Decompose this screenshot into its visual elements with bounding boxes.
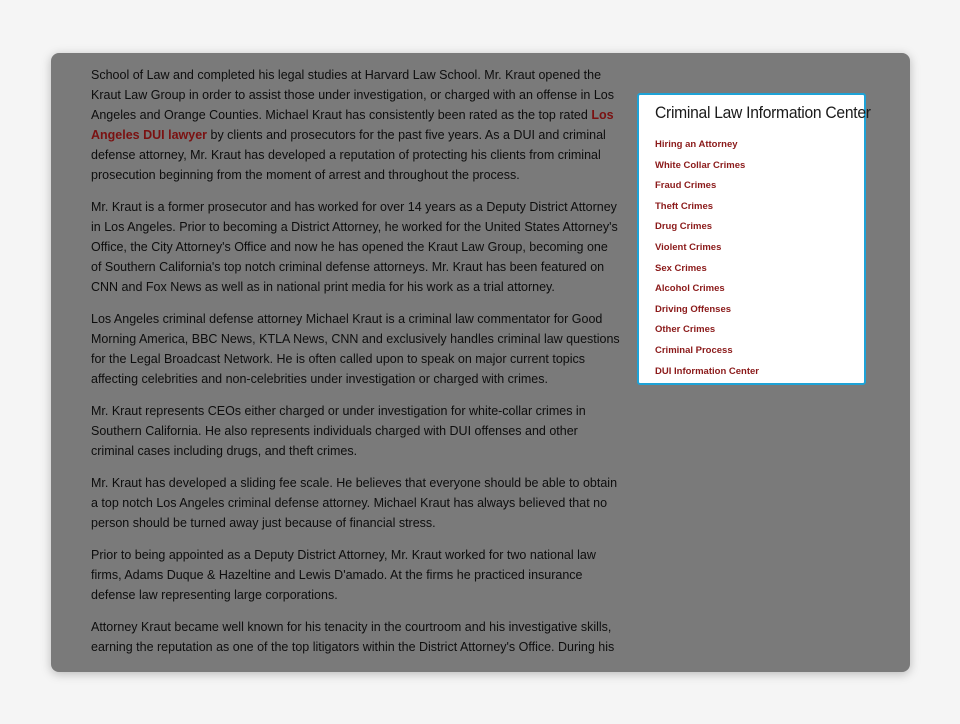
article-body: [91, 65, 621, 669]
paragraph-4: Mr. Kraut represents CEOs either charged or under investigation for white-collar crimes in Southern California. He also represents individuals charged with DUI offenses and other criminal cases including drugs, and theft crimes.: [91, 404, 586, 458]
white-collar-crimes-link[interactable]: White Collar Crimes: [655, 159, 746, 171]
paragraph-6: Prior to being appointed as a Deputy District Attorney, Mr. Kraut worked for two national law firms, Adams Duque & Hazeltine and Lewis D'amado. At the firms he practiced insurance defense law representing large corporations.: [91, 548, 596, 602]
sidebar-item-hiring-an-attorney: [655, 133, 848, 154]
drug-crimes-link[interactable]: Drug Crimes: [655, 221, 713, 233]
criminal-law-info-sidebar: [637, 93, 871, 385]
hiring-an-attorney-link[interactable]: Hiring an Attorney: [655, 139, 738, 150]
paragraph-1-text-after: by clients and prosecutors for the past five years. As a DUI and criminal defense attorney, Mr. Kraut has developed a reputation of protecting his clients from criminal prosecution beginning from the moment of arrest and throughout the process.: [91, 128, 606, 182]
paragraph-7: Attorney Kraut became well known for his tenacity in the courtroom and his investigative skills, earning the reputation as one of the top litigators within the District Attorney's Office. During his: [91, 620, 615, 654]
page-window: [51, 53, 910, 672]
sidebar-item-sex-crimes: [655, 257, 848, 278]
sidebar-item-theft-crimes: [655, 195, 848, 216]
sidebar-item-dui-information-center: [655, 360, 848, 381]
paragraph-3: Los Angeles criminal defense attorney Michael Kraut is a criminal law commentator for Good Morning America, BBC News, KTLA News, CNN and exclusively handles criminal law questions for the Legal Broadcast Network. He is often called upon to speak on major current topics affecting celebrities and non-celebrities under investigation or charged with crimes.: [91, 312, 620, 386]
sidebar-item-fraud-crimes: [655, 174, 848, 195]
sidebar-item-criminal-process: [655, 339, 848, 360]
paragraph-1-text-before: School of Law and completed his legal studies at Harvard Law School. Mr. Kraut opened the Kraut Law Group in order to assist those under investigation, or charged with an offense in Los Angeles and Orange Counties. Michael Kraut has consistently been rated as the top rated: [91, 68, 614, 122]
los-angeles-dui-lawyer-link[interactable]: Los Angeles DUI lawyer: [91, 108, 614, 142]
sex-crimes-link[interactable]: Sex Crimes: [655, 262, 707, 274]
alcohol-crimes-link[interactable]: Alcohol Crimes: [655, 283, 725, 295]
sidebar-item-driving-offenses: [655, 298, 848, 319]
fraud-crimes-link[interactable]: Fraud Crimes: [655, 180, 717, 192]
violent-crimes-link[interactable]: Violent Crimes: [655, 241, 722, 253]
dui-information-center-link[interactable]: DUI Information Center: [655, 365, 759, 377]
criminal-process-link[interactable]: Criminal Process: [655, 344, 733, 356]
sidebar-item-white-collar-crimes: [655, 154, 848, 175]
sidebar-item-other-crimes: [655, 318, 848, 339]
sidebar-title: Criminal Law Information Center: [655, 103, 871, 122]
sidebar-link-list: [655, 133, 848, 380]
other-crimes-link[interactable]: Other Crimes: [655, 324, 716, 336]
driving-offenses-link[interactable]: Driving Offenses: [655, 303, 732, 315]
sidebar-item-drug-crimes: [655, 215, 848, 236]
sidebar-item-violent-crimes: [655, 236, 848, 257]
paragraph-5: Mr. Kraut has developed a sliding fee scale. He believes that everyone should be able to obtain a top notch Los Angeles criminal defense attorney. Michael Kraut has always believed that no person should be turned away just because of financial stress.: [91, 476, 618, 530]
theft-crimes-link[interactable]: Theft Crimes: [655, 200, 714, 212]
paragraph-2: Mr. Kraut is a former prosecutor and has worked for over 14 years as a Deputy District Attorney in Los Angeles. Prior to becoming a District Attorney, he worked for the United States Attorney's Office, the City Attorney's Office and now he has opened the Kraut Law Group, becoming one of Southern California's top notch criminal defense attorneys. Mr. Kraut has been featured on CNN and Fox News as well as in national print media for his work as a trial attorney.: [91, 200, 618, 294]
sidebar-item-alcohol-crimes: [655, 277, 848, 298]
paragraph-1: [91, 65, 621, 185]
